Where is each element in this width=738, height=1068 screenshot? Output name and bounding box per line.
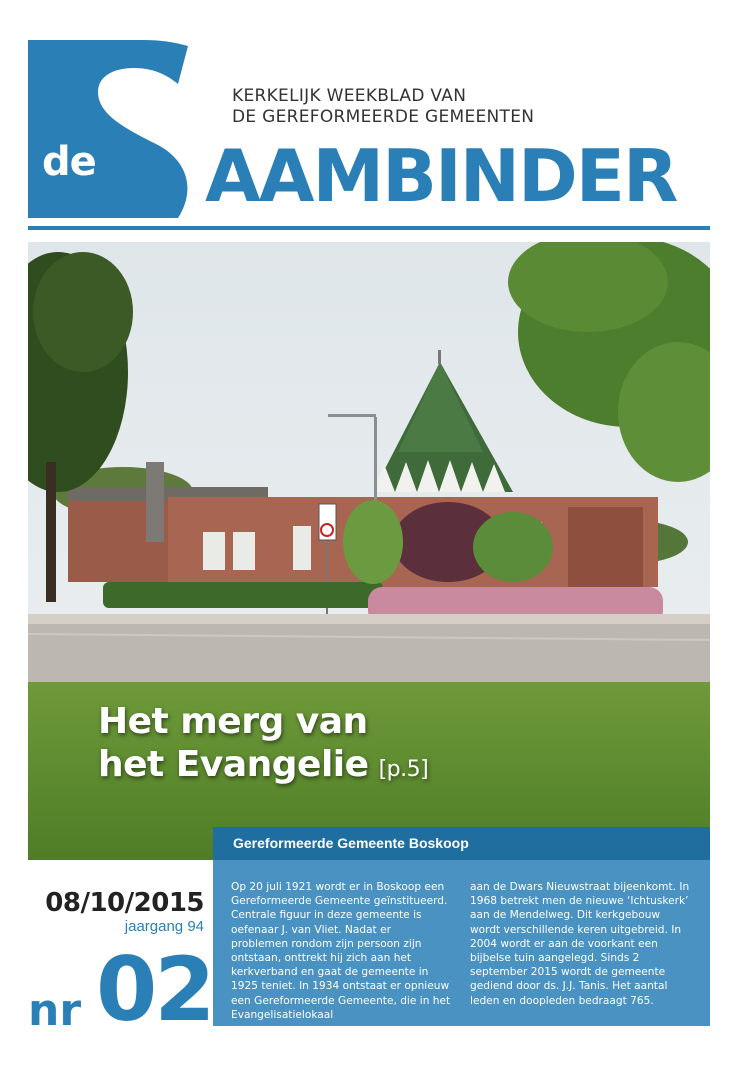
masthead-s-logo [28, 40, 204, 218]
issue-volume: jaargang 94 [124, 918, 204, 935]
masthead-rule [28, 226, 710, 230]
headline-line-1: Het merg van [98, 701, 368, 742]
masthead-prefix: de [42, 139, 96, 185]
tagline-line-1: KERKELIJK WEEKBLAD VAN [232, 86, 467, 106]
masthead-wordmark: AAMBINDER [205, 134, 677, 218]
issue-number: 02 [96, 938, 213, 1041]
issue-number-label: nr [28, 985, 82, 1036]
headline-line-2: het Evangelie [98, 744, 369, 785]
page-reference: [p.5] [378, 757, 429, 782]
article-box [213, 860, 710, 1026]
masthead-tagline [232, 86, 534, 128]
article-column-2: aan de Dwars Nieuwstraat bijeenkomt. In 1968 betrekt men de nieuwe ‘Ichtuskerk’ aan de Mendelweg. Dit kerkgebouw wordt verschillende keren uitgebreid. In 2004 wordt er aan de voorkant een bijbelse tuin aangelegd. Sinds 2 september 2015 wordt de gemeente gediend door ds. J.J. Tanis. Het aantal leden en doopleden bedraagt 765. [470, 881, 690, 1007]
tagline-line-2: DE GEREFORMEERDE GEMEENTEN [232, 107, 535, 127]
cover-headline [98, 700, 428, 791]
masthead [0, 0, 738, 240]
issue-date: 08/10/2015 [45, 888, 204, 918]
article-column-1: Op 20 juli 1921 wordt er in Boskoop een Gereformeerde Gemeente geïnstitueerd. Centrale figuur in deze gemeente is oefenaar J. van Vliet. Nadat er problemen rondom zijn persoon zijn ontstaan, onttrekt hij zich aan het kerkverband en gaat de gemeente in 1925 teniet. In 1934 ontstaat er opnieuw een Gereformeerde Gemeente, die in het Evangelisatielokaal [231, 881, 451, 1021]
article-title: Gereformeerde Gemeente Boskoop [233, 835, 469, 851]
article-header [213, 827, 710, 860]
